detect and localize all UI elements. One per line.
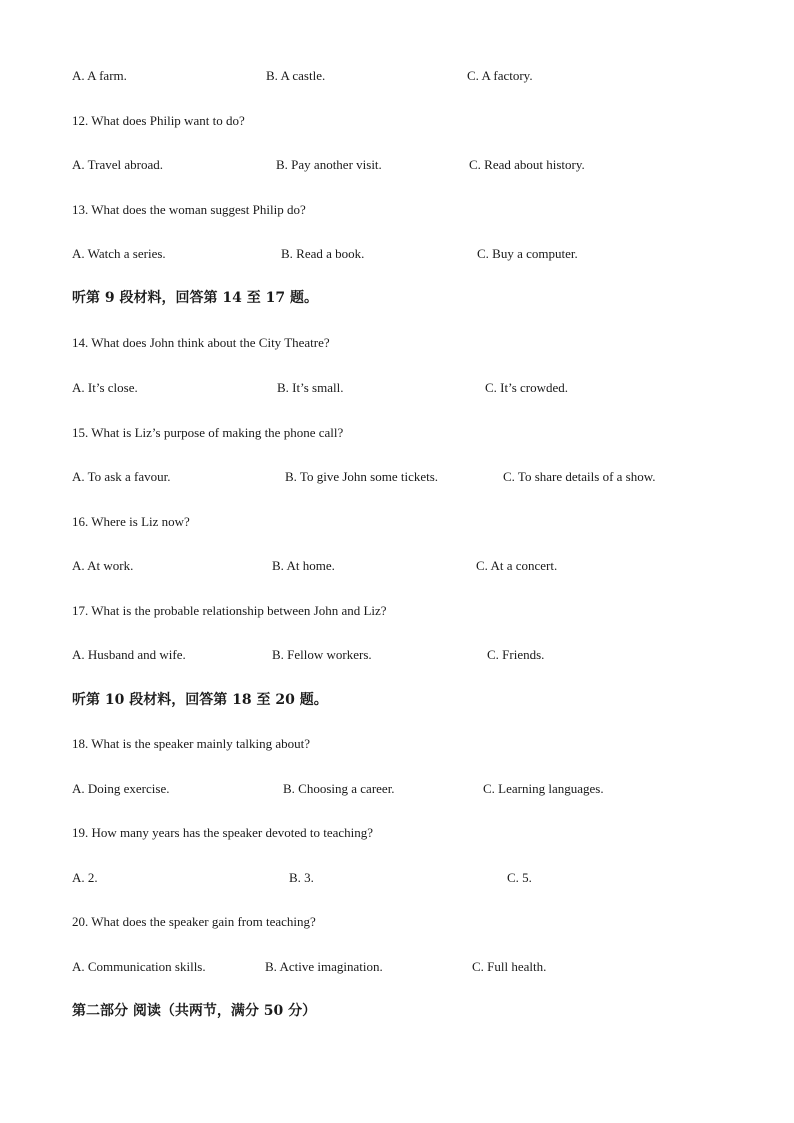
q19-option-b: B. 3.: [289, 870, 314, 885]
q13-option-a: A. Watch a series.: [72, 246, 166, 261]
q13-question: 13. What does the woman suggest Philip do?: [72, 202, 306, 217]
q18-option-b: B. Choosing a career.: [283, 781, 395, 796]
q20-option-c: C. Full health.: [472, 959, 547, 974]
q15-option-a: A. To ask a favour.: [72, 469, 171, 484]
q17-option-c: C. Friends.: [487, 647, 545, 662]
q16-option-c: C. At a concert.: [476, 558, 558, 573]
q20-option-b: B. Active imagination.: [265, 959, 383, 974]
q18-option-c: C. Learning languages.: [483, 781, 604, 796]
q20-question: 20. What does the speaker gain from teaching?: [72, 914, 316, 929]
q17-option-a: A. Husband and wife.: [72, 647, 186, 662]
q11-option-a: A. A farm.: [72, 68, 127, 83]
q12-question: 12. What does Philip want to do?: [72, 113, 245, 128]
q13-option-b: B. Read a book.: [281, 246, 365, 261]
q20-option-a: A. Communication skills.: [72, 959, 206, 974]
q19-option-a: A. 2.: [72, 870, 98, 885]
q16-option-a: A. At work.: [72, 558, 134, 573]
q11-option-c: C. A factory.: [467, 68, 533, 83]
q13-option-c: C. Buy a computer.: [477, 246, 578, 261]
q15-question: 15. What is Liz’s purpose of making the phone call?: [72, 425, 344, 440]
q17-option-b: B. Fellow workers.: [272, 647, 372, 662]
q11-option-b: B. A castle.: [266, 68, 326, 83]
q14-option-a: A. It’s close.: [72, 380, 138, 395]
q14-option-b: B. It’s small.: [277, 380, 344, 395]
q18-question: 18. What is the speaker mainly talking about?: [72, 736, 311, 751]
section-9-heading: 听第 9 段材料，回答第 14 至 17 题。: [72, 290, 318, 306]
q16-question: 16. Where is Liz now?: [72, 514, 190, 529]
q17-question: 17. What is the probable relationship between John and Liz?: [72, 603, 387, 618]
q12-option-b: B. Pay another visit.: [276, 157, 382, 172]
q16-option-b: B. At home.: [272, 558, 335, 573]
q19-question: 19. How many years has the speaker devoted to teaching?: [72, 825, 374, 840]
q12-option-c: C. Read about history.: [469, 157, 585, 172]
q14-question: 14. What does John think about the City Theatre?: [72, 335, 330, 350]
q14-option-c: C. It’s crowded.: [485, 380, 569, 395]
q15-option-b: B. To give John some tickets.: [285, 469, 439, 484]
section-10-heading: 听第 10 段材料，回答第 18 至 20 题。: [72, 692, 328, 708]
part-2-heading: 第二部分 阅读（共两节，满分 50 分）: [72, 1003, 317, 1019]
q18-option-a: A. Doing exercise.: [72, 781, 170, 796]
q12-option-a: A. Travel abroad.: [72, 157, 163, 172]
q19-option-c: C. 5.: [507, 870, 532, 885]
q15-option-c: C. To share details of a show.: [503, 469, 656, 484]
